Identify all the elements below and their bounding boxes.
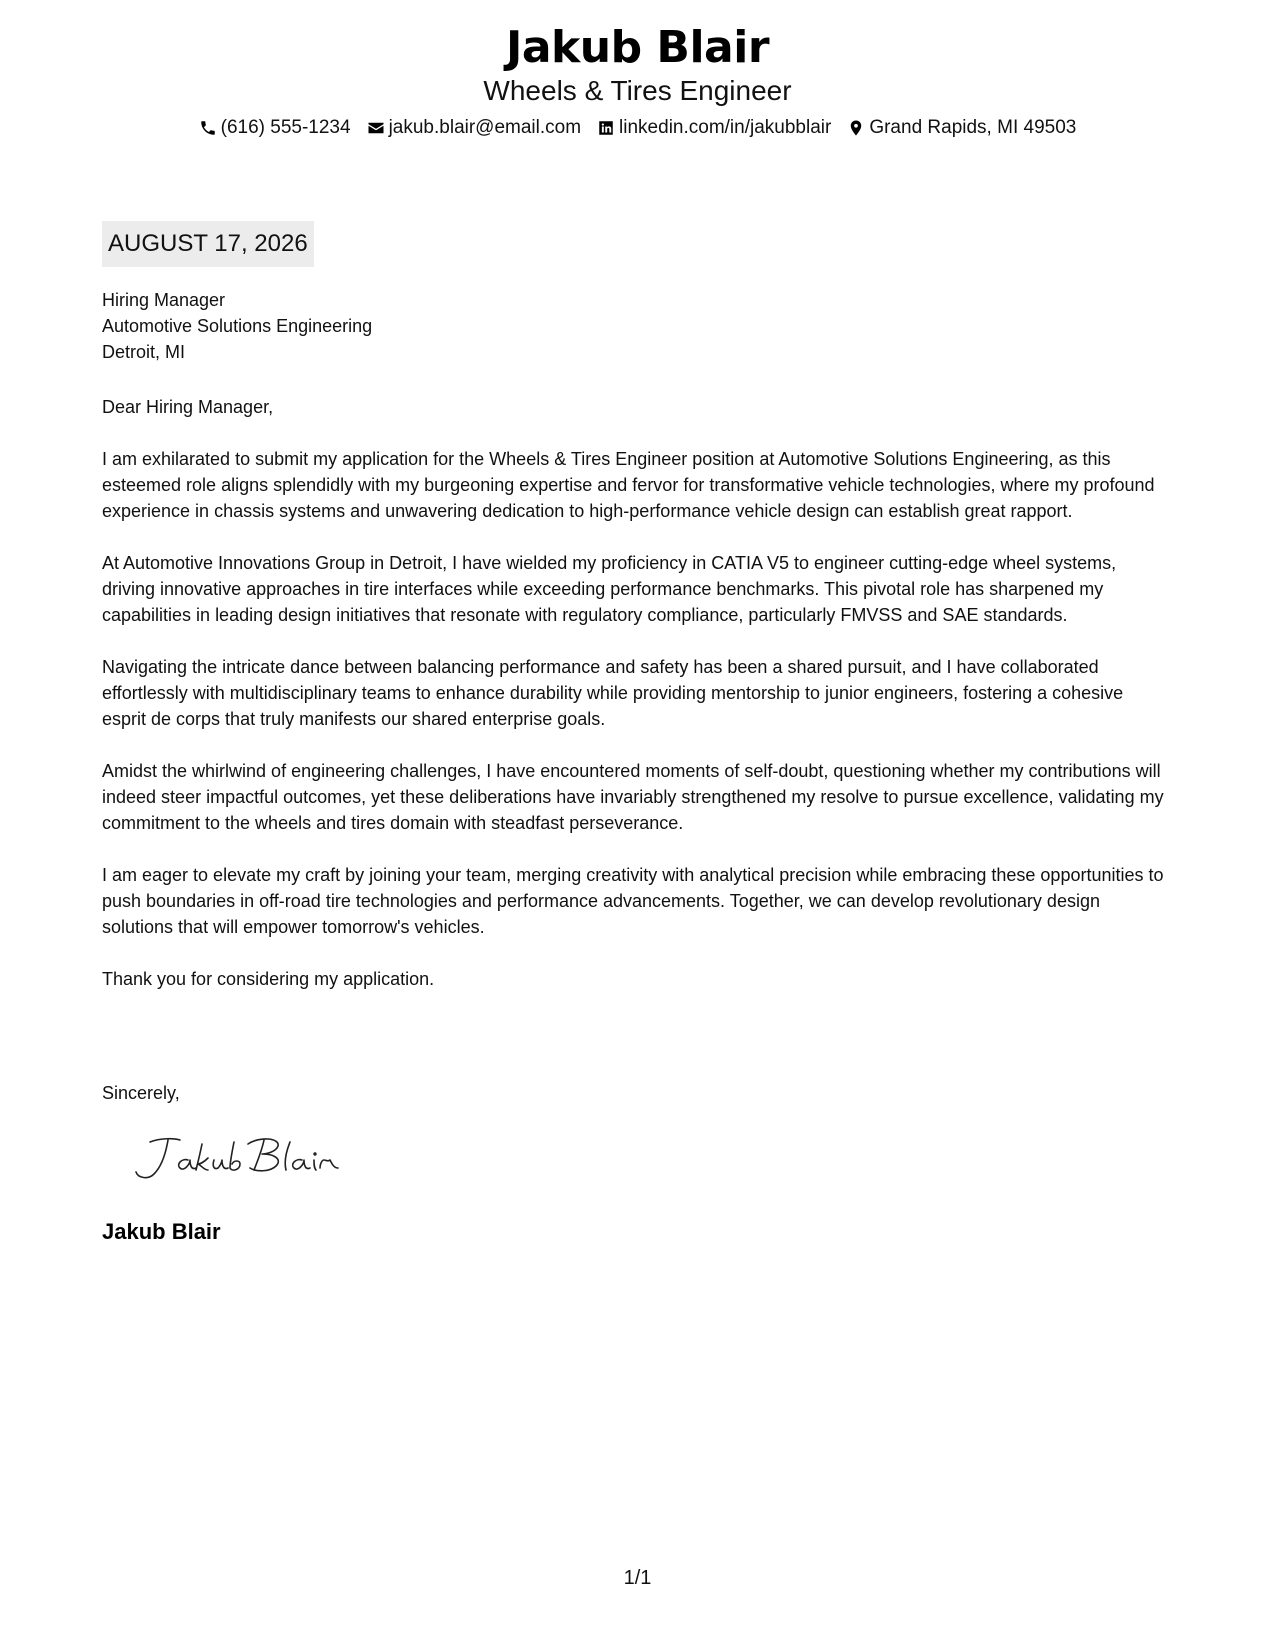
linkedin-icon bbox=[597, 119, 615, 137]
phone-text: (616) 555-1234 bbox=[220, 117, 351, 138]
letter-date: AUGUST 17, 2026 bbox=[102, 221, 314, 267]
letter-header bbox=[0, 22, 1275, 140]
handwritten-signature bbox=[130, 1130, 340, 1184]
body-paragraph: Navigating the intricate dance between balancing performance and safety has been a shared pursuit, and I have collaborated effortlessly with multidisciplinary teams to enhance durability while providing mentorship to junior engineers, fostering a cohesive esprit de corps that truly manifests our shared enterprise goals. bbox=[102, 657, 1124, 729]
contact-email[interactable] bbox=[367, 116, 581, 140]
applicant-name: Jakub Blair bbox=[505, 22, 770, 73]
contact-phone[interactable] bbox=[199, 116, 351, 140]
contact-linkedin[interactable] bbox=[597, 116, 831, 140]
contact-bar bbox=[0, 116, 1275, 140]
valediction: Sincerely, bbox=[102, 1083, 180, 1103]
signature-image bbox=[130, 1130, 340, 1184]
location-text: Grand Rapids, MI 49503 bbox=[869, 117, 1077, 138]
recipient-block bbox=[102, 287, 372, 365]
recipient-line-3: Detroit, MI bbox=[102, 342, 186, 362]
body-paragraph: I am eager to elevate my craft by joining your team, merging creativity with analytical precision while embracing these opportunities to push boundaries in off-road tire technologies and performance advancements. Together, we can develop revolutionary design solutions that will empower tomorrow's vehicles. bbox=[102, 865, 1164, 937]
body-paragraph: At Automotive Innovations Group in Detroit, I have wielded my proficiency in CATIA V5 to engineer cutting-edge wheel systems, driving innovative approaches in tire interfaces while exceeding performance benchmarks. This pivotal role has sharpened my capabilities in leading design initiatives that resonate with regulatory compliance, particularly FMVSS and SAE standards. bbox=[102, 553, 1117, 625]
recipient-line-2: Automotive Solutions Engineering bbox=[102, 316, 373, 336]
signer-name: Jakub Blair bbox=[102, 1219, 221, 1244]
email-text: jakub.blair@email.com bbox=[388, 117, 582, 138]
linkedin-text: linkedin.com/in/jakubblair bbox=[619, 117, 832, 138]
phone-icon bbox=[199, 119, 217, 137]
page-number: 1/1 bbox=[623, 1567, 652, 1589]
recipient-line-1: Hiring Manager bbox=[102, 290, 226, 310]
contact-location bbox=[847, 116, 1076, 140]
body-paragraph: I am exhilarated to submit my application for the Wheels & Tires Engineer position at Automotive Solutions Engineering, as this esteemed role aligns splendidly with my burgeoning expertise and fervor for transformative vehicle technologies, where my profound experience in chassis systems and unwavering dedication to high-performance vehicle design can establish great rapport. bbox=[102, 449, 1155, 521]
salutation: Dear Hiring Manager, bbox=[102, 397, 274, 417]
body-paragraph: Amidst the whirlwind of engineering challenges, I have encountered moments of self-doubt, questioning whether my contributions will indeed steer impactful outcomes, yet these deliberations have invariably strengthened my resolve to pursue excellence, validating my commitment to the wheels and tires domain with steadfast perseverance. bbox=[102, 761, 1164, 833]
map-pin-icon bbox=[847, 119, 865, 137]
letter-body bbox=[102, 394, 1172, 1018]
envelope-icon bbox=[367, 119, 385, 137]
body-paragraph: Thank you for considering my application. bbox=[102, 969, 435, 989]
job-title: Wheels & Tires Engineer bbox=[483, 75, 792, 106]
